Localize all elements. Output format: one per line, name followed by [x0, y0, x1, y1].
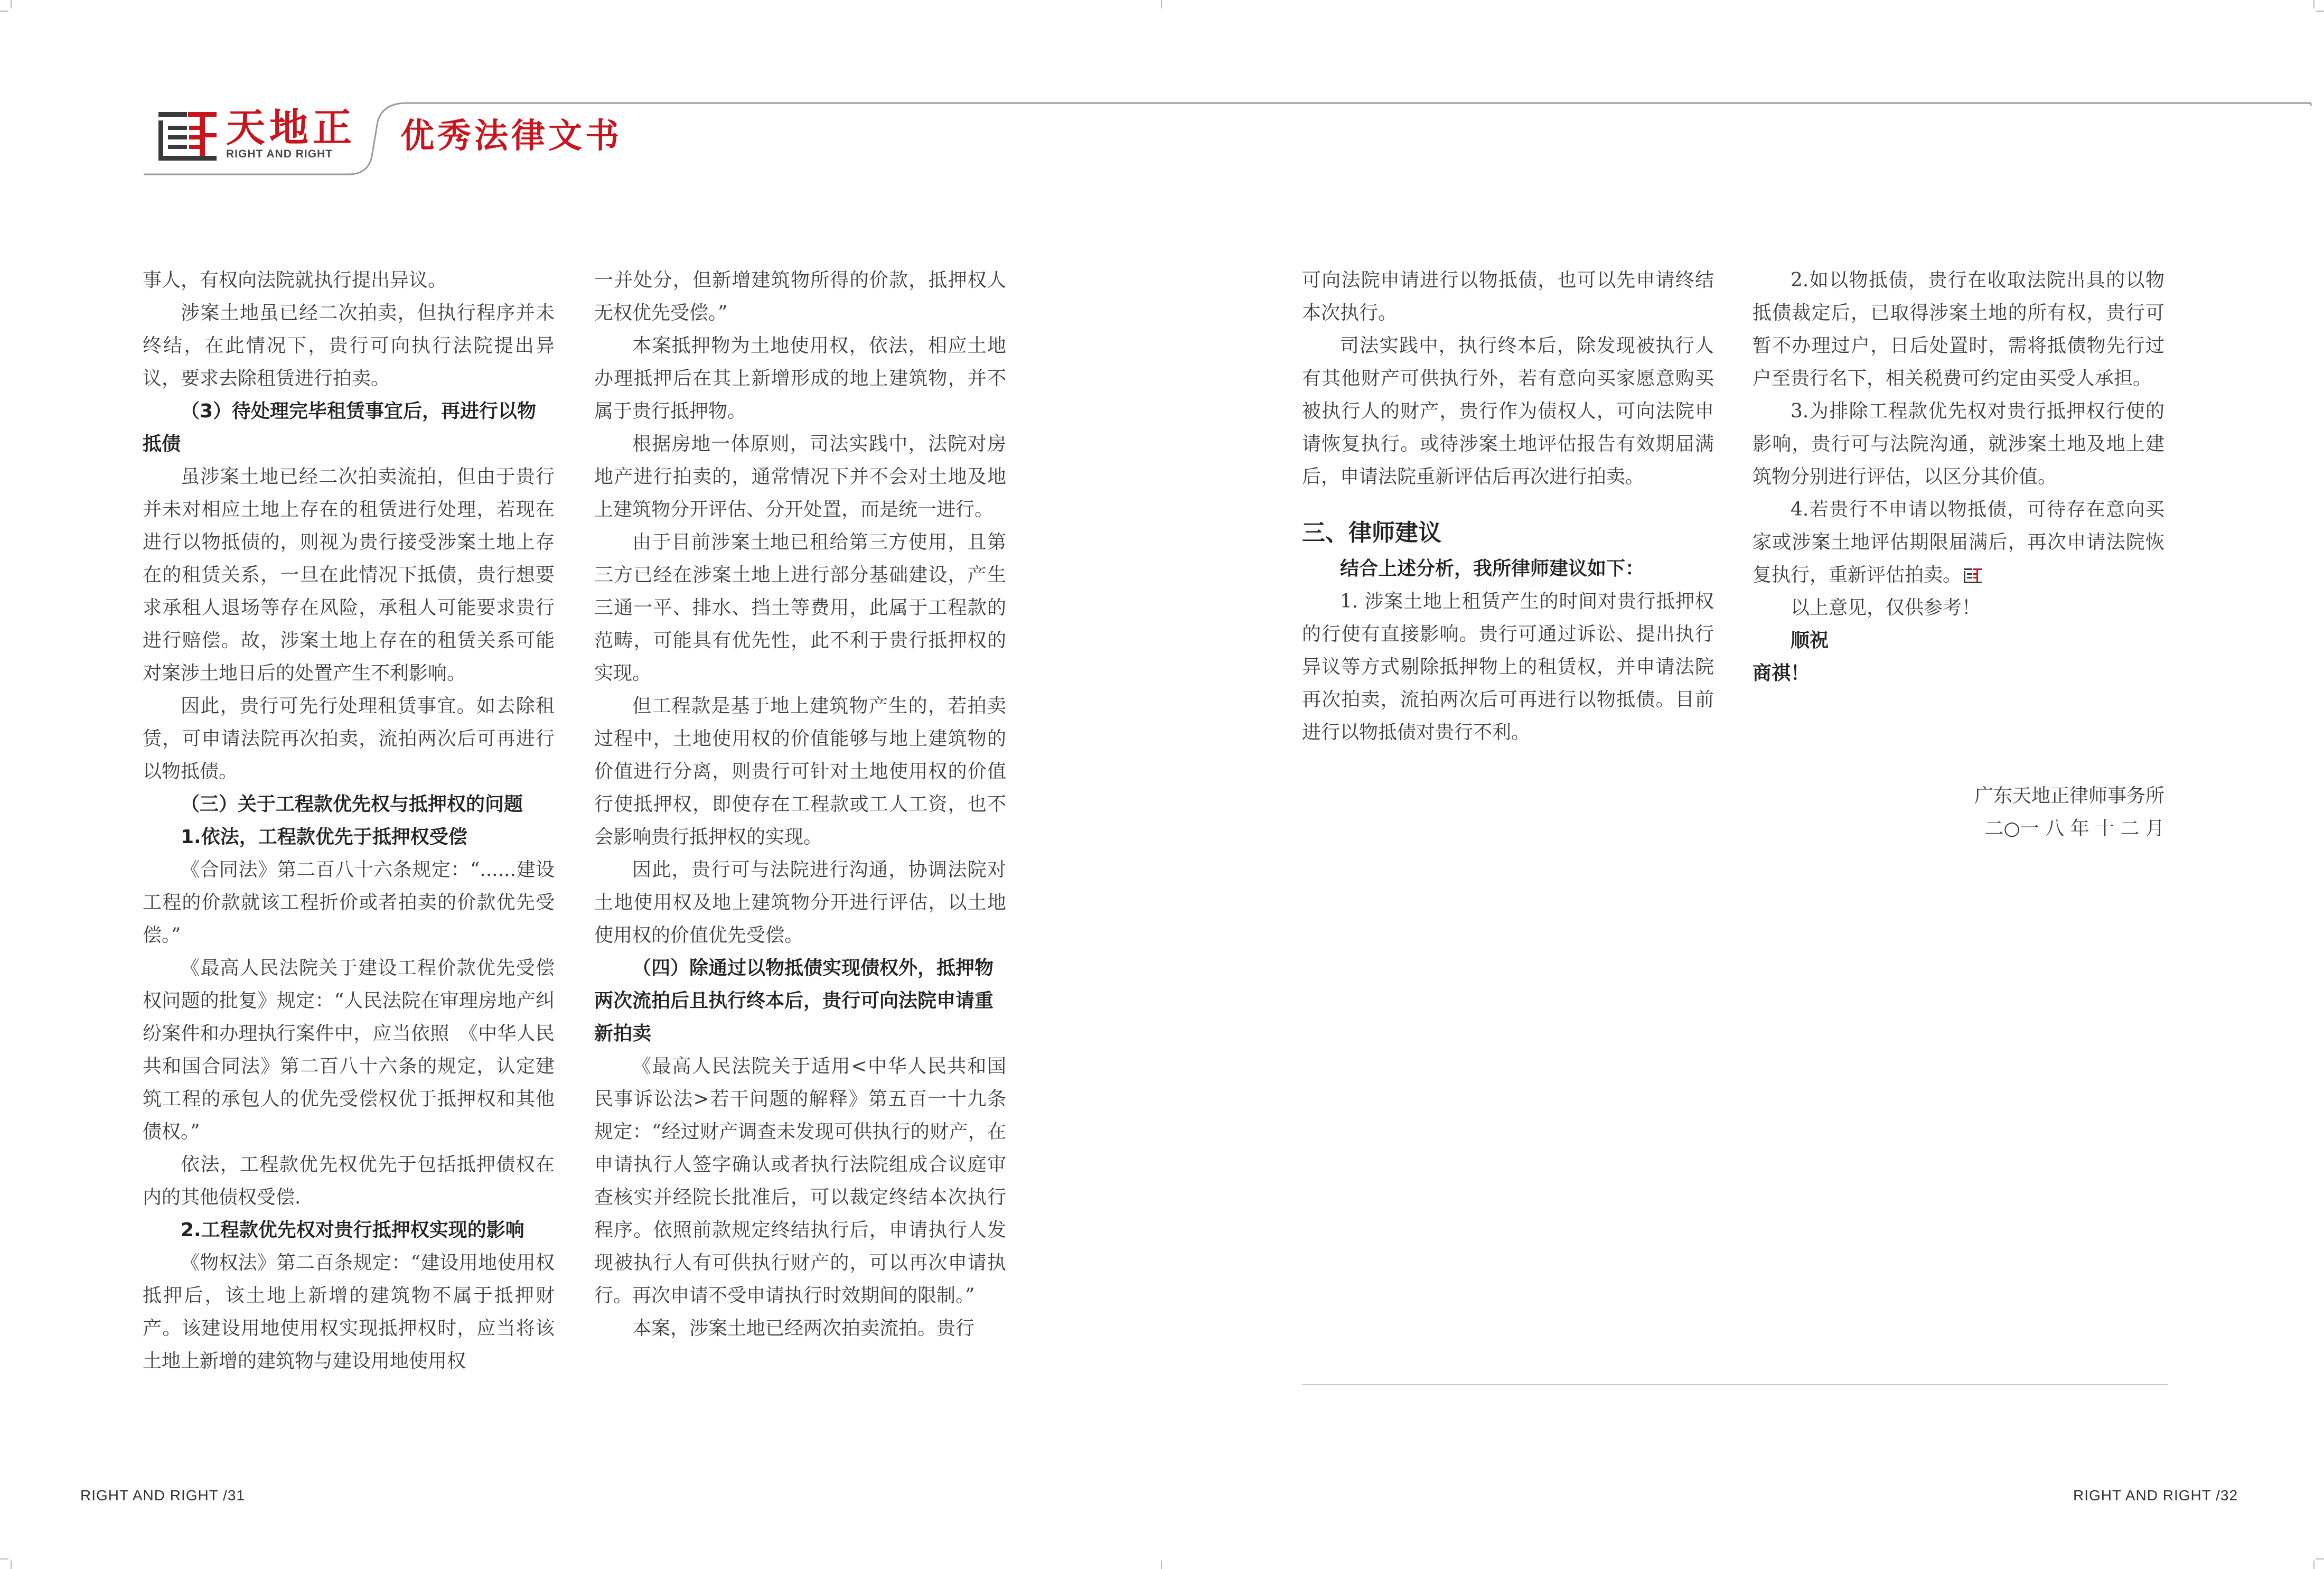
- logo-text: 天地正: [226, 105, 356, 151]
- page-number-left: RIGHT AND RIGHT /31: [80, 1487, 246, 1503]
- paragraph: 本案抵押物为土地使用权，依法，相应土地办理抵押后在其上新增形成的地上建筑物，并不属于贵行抵押物。: [594, 335, 1006, 422]
- subheading: （四）除通过以物抵债实现债权外，抵押物两次流拍后且执行终本后，贵行可向法院申请重新拍卖: [594, 957, 994, 1044]
- paragraph: 《最高人民法院关于建设工程价款优先受偿权问题的批复》规定：“人民法院在审理房地产纠纷案件和办理执行案件中，应当依照 《中华人民共和国合同法》第二百八十六条的规定，认定建筑工程的承包人的优先受偿权优于抵押权和其他债权。”: [143, 957, 555, 1143]
- paragraph: 司法实践中，执行终本后，除发现被执行人有其他财产可供执行外，若有意向买家愿意购买被执行人的财产，贵行作为债权人，可向法院申请恢复执行。或待涉案土地评估报告有效期届满后，申请法院重新评估后再次进行拍卖。: [1302, 335, 1714, 488]
- crop-mark: [0, 1558, 8, 1559]
- end-logo-icon: [1964, 568, 1982, 583]
- paragraph: 事人，有权向法院就执行提出异议。: [143, 269, 447, 291]
- subheading: 2.工程款优先权对贵行抵押权实现的影响: [181, 1219, 524, 1241]
- paragraph: 1. 涉案土地上租赁产生的时间对贵行抵押权的行使有直接影响。贵行可通过诉讼、提出执行异议等方式剔除抵押物上的租赁权，并申请法院再次拍卖，流拍两次后可再进行以物抵债。目前进行以物抵债对贵行不利。: [1302, 591, 1714, 743]
- paragraph: 本案，涉案土地已经两次拍卖流拍。贵行: [632, 1318, 975, 1339]
- paragraph: 可向法院申请进行以物抵债，也可以先申请终结本次执行。: [1302, 269, 1714, 324]
- paragraph: 3.为排除工程款优先权对贵行抵押权行使的影响，贵行可与法院沟通，就涉案土地及地上建筑物分别进行评估，以区分其价值。: [1753, 400, 2164, 488]
- paragraph: 因此，贵行可与法院进行沟通，协调法院对土地使用权及地上建筑物分开进行评估，以土地使用权的价值优先受偿。: [594, 859, 1006, 946]
- header-rule: [0, 0, 2324, 180]
- subheading: 结合上述分析，我所律师建议如下：: [1340, 558, 1645, 580]
- paragraph: 涉案土地虽已经二次拍卖，但执行程序并未终结，在此情况下，贵行可向执行法院提出异议，要求去除租赁进行拍卖。: [143, 302, 555, 389]
- text-column-1: [143, 264, 555, 1378]
- divider: [1302, 1384, 2168, 1385]
- subheading: （三）关于工程款优先权与抵押权的问题: [181, 793, 523, 815]
- paragraph: 《最高人民法院关于适用<中华人民共和国民事诉讼法>若干问题的解释》第五百一十九条规定：“经过财产调查未发现可供执行的财产，在申请执行人签字确认或者执行法院组成合议庭审查核实并经院长批准后，可以裁定终结本次执行程序。依照前款规定终结执行后，申请执行人发现被执行人有可供执行财产的，可以再次申请执行。再次申请不受申请执行时效期间的限制。”: [594, 1056, 1006, 1306]
- subheading: 1.依法，工程款优先于抵押权受偿: [181, 826, 467, 848]
- paragraph-with-end-mark: [1753, 493, 2164, 592]
- paragraph: 2.如以物抵债，贵行在收取法院出具的以物抵债裁定后，已取得涉案土地的所有权，贵行可暂不办理过户，日后处置时，需将抵债物先行过户至贵行名下，相关税费可约定由买受人承担。: [1753, 269, 2164, 389]
- paragraph-text: 4.若贵行不申请以物抵债，可待存在意向买家或涉案土地评估期限届满后，再次申请法院恢复执行，重新评估拍卖。: [1753, 499, 2164, 586]
- paragraph: 以上意见，仅供参考！: [1791, 597, 1981, 619]
- subheading: （3）待处理完毕租赁事宜后，再进行以物抵债: [143, 400, 537, 455]
- closing-salutation: 商祺！: [1753, 662, 1810, 684]
- text-column-4: [1753, 264, 2164, 845]
- paragraph: 《物权法》第二百条规定：“建设用地使用权抵押后，该土地上新增的建筑物不属于抵押财产。该建设用地使用权实现抵押权时，应当将该土地上新增的建筑物与建设用地使用权: [143, 1252, 555, 1372]
- paragraph: 《合同法》第二百八十六条规定：“......建设工程的价款就该工程折价或者拍卖的价款优先受偿。”: [143, 859, 555, 946]
- section-title: 优秀法律文书: [400, 117, 622, 156]
- paragraph: 但工程款是基于地上建筑物产生的，若拍卖过程中，土地使用权的价值能够与地上建筑物的价值进行分离，则贵行可针对土地使用权的价值行使抵押权，即使存在工程款或工人工资，也不会影响贵行抵押权的实现。: [594, 695, 1006, 848]
- crop-mark: [2316, 1558, 2324, 1559]
- crop-mark: [11, 1561, 12, 1569]
- text-column-3: [1302, 264, 1714, 749]
- closing-salutation: 顺祝: [1791, 630, 1829, 651]
- signature-date: 二○一 八 年 十 二 月: [1984, 818, 2164, 839]
- crop-mark: [2313, 1561, 2314, 1569]
- logo-subtitle: RIGHT AND RIGHT: [226, 148, 333, 160]
- crop-mark: [1161, 1561, 1162, 1569]
- paragraph: 由于目前涉案土地已租给第三方使用，且第三方已经在涉案土地上进行部分基础建设，产生三通一平、排水、挡土等费用，此属于工程款的范畴，可能具有优先性，此不利于贵行抵押权的实现。: [594, 531, 1006, 684]
- paragraph: 虽涉案土地已经二次拍卖流拍，但由于贵行并未对相应土地上存在的租赁进行处理，若现在进行以物抵债的，则视为贵行接受涉案土地上存在的租赁关系，一旦在此情况下抵债，贵行想要求承租人退场等存在风险，承租人可能要求贵行进行赔偿。故，涉案土地上存在的租赁关系可能对案涉土地日后的处置产生不利影响。: [143, 466, 555, 684]
- page-number-right: RIGHT AND RIGHT /32: [2073, 1487, 2238, 1503]
- section-heading: 三、律师建议: [1302, 519, 1441, 546]
- text-column-2: [594, 264, 1006, 1345]
- signature-firm: 广东天地正律师事务所: [1974, 785, 2164, 807]
- paragraph: 一并处分，但新增建筑物所得的价款，抵押权人无权优先受偿。”: [594, 269, 1006, 324]
- paragraph: 依法，工程款优先权优先于包括抵押债权在内的其他债权受偿.: [143, 1154, 555, 1208]
- paragraph: 因此，贵行可先行处理租赁事宜。如去除租赁，可申请法院再次拍卖，流拍两次后可再进行以物抵债。: [143, 695, 555, 782]
- paragraph: 根据房地一体原则，司法实践中，法院对房地产进行拍卖的，通常情况下并不会对土地及地上建筑物分开评估、分开处置，而是统一进行。: [594, 433, 1006, 520]
